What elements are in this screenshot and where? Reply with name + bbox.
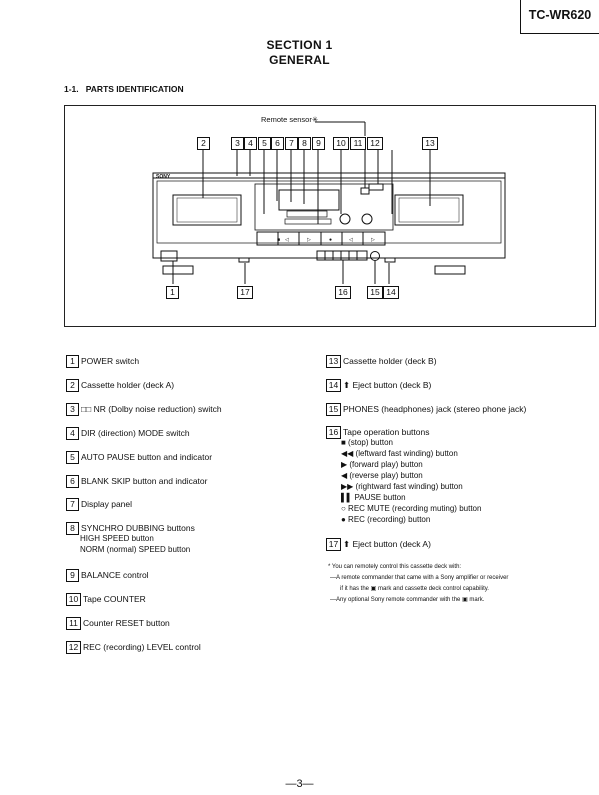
- item-label: ⬆ Eject button (deck A): [343, 539, 431, 549]
- item-label: Display panel: [81, 499, 133, 509]
- footnote-line-4: —Any optional Sony remote commander with the ▣ mark.: [330, 597, 485, 603]
- item-number: 7: [66, 498, 79, 511]
- callout-11: 11: [350, 137, 366, 150]
- pause-button-desc: ▌▌ PAUSE button: [341, 493, 406, 502]
- item-label: BALANCE control: [81, 570, 149, 580]
- item-label: □□ NR (Dolby noise reduction) switch: [81, 404, 222, 414]
- item-number: 9: [66, 569, 79, 582]
- callout-3: 3: [231, 137, 244, 150]
- item-label: REC (recording) LEVEL control: [83, 642, 201, 652]
- callout-14: 14: [383, 286, 399, 299]
- remote-sensor-label: Remote sensor✳: [261, 115, 319, 124]
- item-number: 10: [66, 593, 81, 606]
- rec-mute-button-desc: ○ REC MUTE (recording muting) button: [341, 504, 482, 513]
- callout-8: 8: [298, 137, 311, 150]
- model-number: TC-WR620: [520, 0, 599, 34]
- item-8-sub-1: HIGH SPEED button: [80, 534, 154, 543]
- ffwd-button-desc: ▶▶ (rightward fast winding) button: [341, 482, 463, 491]
- section-title: GENERAL: [269, 53, 330, 67]
- item-label: ⬆ Eject button (deck B): [343, 380, 432, 390]
- item-number: 12: [66, 641, 81, 654]
- item-label: Tape operation buttons: [343, 427, 430, 437]
- rec-glyph: ●: [329, 237, 333, 243]
- item-17: [326, 538, 431, 551]
- callout-7: 7: [285, 137, 298, 150]
- deck-illustration: [65, 106, 597, 328]
- item-number: 13: [326, 355, 341, 368]
- item-6: [66, 475, 207, 488]
- item-4: [66, 427, 190, 440]
- forward-glyph: ▷: [371, 237, 375, 243]
- item-number: 4: [66, 427, 79, 440]
- footnote-line-2: —A remote commander that came with a Sony amplifier or receiver: [330, 575, 509, 581]
- item-number: 1: [66, 355, 79, 368]
- item-number: 2: [66, 379, 79, 392]
- callout-2: 2: [197, 137, 210, 150]
- footnote-line-3: if it has the ▣ mark and cassette deck control capability.: [340, 586, 489, 592]
- item-12: [66, 641, 201, 654]
- rec-button-desc: ● REC (recording) button: [341, 515, 431, 524]
- item-number: 16: [326, 426, 341, 439]
- play-button-desc: ▶ (forward play) button: [341, 460, 423, 469]
- item-13: [326, 355, 437, 368]
- item-label: POWER switch: [81, 356, 140, 366]
- brand-label: SONY: [156, 174, 171, 180]
- reverse-button-desc: ◀ (reverse play) button: [341, 471, 423, 480]
- item-label: DIR (direction) MODE switch: [81, 428, 190, 438]
- stop-glyph: ■: [277, 237, 281, 243]
- item-2: [66, 379, 174, 392]
- play-glyph: ▷: [307, 237, 311, 243]
- item-number: 17: [326, 538, 341, 551]
- item-label: SYNCHRO DUBBING buttons: [81, 523, 195, 533]
- item-label: Cassette holder (deck B): [343, 356, 437, 366]
- callout-13: 13: [422, 137, 438, 150]
- rewind-glyph: ◁: [285, 237, 289, 243]
- reverse-glyph: ◁: [349, 237, 353, 243]
- item-number: 5: [66, 451, 79, 464]
- callout-12: 12: [367, 137, 383, 150]
- item-14: [326, 379, 431, 392]
- item-7: [66, 498, 132, 511]
- item-number: 14: [326, 379, 341, 392]
- item-label: Tape COUNTER: [83, 594, 146, 604]
- item-number: 8: [66, 522, 79, 535]
- callout-5: 5: [258, 137, 271, 150]
- stop-button-desc: ■ (stop) button: [341, 438, 393, 447]
- callout-10: 10: [333, 137, 349, 150]
- item-1: [66, 355, 139, 368]
- item-15: [326, 403, 526, 416]
- item-number: 15: [326, 403, 341, 416]
- callout-9: 9: [312, 137, 325, 150]
- footnote-line-1: * You can remotely control this cassette deck with:: [328, 564, 462, 570]
- deck-figure: [64, 105, 596, 327]
- item-label: PHONES (headphones) jack (stereo phone jack): [343, 404, 527, 414]
- rewind-button-desc: ◀◀ (leftward fast winding) button: [341, 449, 458, 458]
- subsection-heading: [64, 84, 184, 94]
- callout-17: 17: [237, 286, 253, 299]
- section-number: SECTION 1: [266, 38, 333, 52]
- item-number: 11: [66, 617, 81, 630]
- callout-6: 6: [271, 137, 284, 150]
- page-number: —3—: [285, 778, 314, 790]
- callout-1: 1: [166, 286, 179, 299]
- callout-15: 15: [367, 286, 383, 299]
- item-label: Cassette holder (deck A): [81, 380, 175, 390]
- item-number: 3: [66, 403, 79, 416]
- subsection-number: 1-1.: [64, 84, 79, 94]
- item-number: 6: [66, 475, 79, 488]
- callout-16: 16: [335, 286, 351, 299]
- item-9: [66, 569, 149, 582]
- item-3: [66, 403, 222, 416]
- item-5: [66, 451, 212, 464]
- item-label: BLANK SKIP button and indicator: [81, 476, 208, 486]
- item-label: Counter RESET button: [83, 618, 170, 628]
- callout-4: 4: [244, 137, 257, 150]
- subsection-title: PARTS IDENTIFICATION: [85, 84, 184, 94]
- item-10: [66, 593, 146, 606]
- item-8-sub-2: NORM (normal) SPEED button: [80, 545, 191, 554]
- item-label: AUTO PAUSE button and indicator: [81, 452, 213, 462]
- item-11: [66, 617, 170, 630]
